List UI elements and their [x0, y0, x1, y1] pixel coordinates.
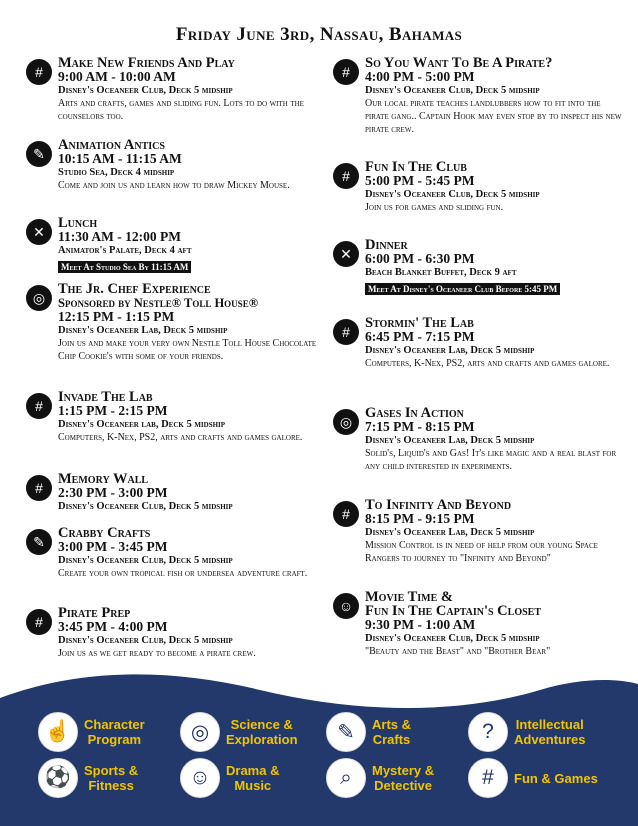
- legend-label-line2: Crafts: [372, 732, 411, 747]
- event-title: Animation Antics: [58, 137, 165, 153]
- event-description: Join us for games and sliding fun.: [365, 202, 504, 213]
- dining-icon: ✕: [26, 219, 52, 245]
- legend-fun-games: [468, 758, 598, 798]
- fun-games-icon: #: [26, 609, 52, 635]
- event-title: Movie Time &: [365, 589, 453, 605]
- event-description: Create your own tropical fish or undersea adventure craft.: [58, 568, 308, 579]
- event-description: Arts and crafts, games and sliding fun. Lots to do with the counselors too.: [58, 98, 304, 122]
- event-location: Disney's Oceaneer Lab, Deck 5 midship: [58, 325, 228, 336]
- legend-science-exploration: [180, 712, 298, 752]
- legend-label-line1: Arts &: [372, 717, 412, 732]
- science-exploration-icon: ◎: [180, 712, 220, 752]
- event-title: Fun In The Club: [365, 159, 467, 175]
- event-description: Join us as we get ready to become a pirate crew.: [58, 648, 256, 659]
- legend-drama-music: [180, 758, 279, 798]
- legend-label-line1: Character: [84, 717, 145, 732]
- event-location: Beach Blanket Buffet, Deck 9 aft: [365, 267, 517, 278]
- legend-label-line1: Sports &: [84, 763, 139, 778]
- event-time: 6:00 PM - 6:30 PM: [365, 251, 475, 266]
- event-location: Disney's Oceaneer Lab, Deck 5 midship: [365, 435, 535, 446]
- event-title: The Jr. Chef Experience: [58, 281, 211, 297]
- fun-games-icon: #: [333, 501, 359, 527]
- legend-label-line1: Science &: [230, 717, 293, 732]
- event-time: 12:15 PM - 1:15 PM: [58, 309, 175, 324]
- event-sponsor: Sponsored by Nestle® Toll House®: [58, 296, 259, 310]
- event-location: Disney's Oceaneer Club, Deck 5 midship: [58, 501, 233, 512]
- event-time: 4:00 PM - 5:00 PM: [365, 69, 475, 84]
- event-time: 10:15 AM - 11:15 AM: [58, 151, 182, 166]
- event-time: 6:45 PM - 7:15 PM: [365, 329, 475, 344]
- event-location: Disney's Oceaneer Club, Deck 5 midship: [58, 555, 233, 566]
- dining-icon: ✕: [333, 241, 359, 267]
- event-location: Disney's Oceaneer Lab, Deck 5 midship: [365, 345, 535, 356]
- event-location: Disney's Oceaneer Club, Deck 5 midship: [58, 85, 233, 96]
- mystery-detective-icon: ⌕: [326, 758, 366, 798]
- event-description: Come and join us and learn how to draw Mickey Mouse.: [58, 180, 290, 191]
- sports-fitness-icon: ⚽: [38, 758, 78, 798]
- legend-label-line2: Adventures: [514, 732, 586, 747]
- drama-music-icon: ☺: [333, 593, 359, 619]
- science-exploration-icon: ◎: [26, 285, 52, 311]
- legend-arts-crafts: [326, 712, 411, 752]
- event-title: Lunch: [58, 215, 98, 231]
- event-title: Make New Friends And Play: [58, 55, 235, 71]
- event-location: Studio Sea, Deck 4 midship: [58, 167, 175, 178]
- event-time: 3:00 PM - 3:45 PM: [58, 539, 168, 554]
- event-description: "Beauty and the Beast" and "Brother Bear": [365, 646, 551, 657]
- legend-sports-fitness: [38, 758, 138, 798]
- event-location: Disney's Oceaneer Club, Deck 5 midship: [58, 635, 233, 646]
- event-time: 1:15 PM - 2:15 PM: [58, 403, 168, 418]
- drama-music-icon: ☺: [180, 758, 220, 798]
- fun-games-icon: #: [333, 163, 359, 189]
- event-title: Dinner: [365, 237, 408, 253]
- event-meeting-note: Meet At Studio Sea By 11:15 AM: [58, 261, 191, 273]
- event-location: Disney's Oceaneer Club, Deck 5 midship: [365, 189, 540, 200]
- event-time: 7:15 PM - 8:15 PM: [365, 419, 475, 434]
- event-title: So You Want To Be A Pirate?: [365, 55, 553, 71]
- event-title: Invade The Lab: [58, 389, 153, 405]
- event-location: Disney's Oceaneer lab, Deck 5 midship: [58, 419, 226, 430]
- event-time: 5:00 PM - 5:45 PM: [365, 173, 475, 188]
- legend-label-line1: Fun & Games: [514, 770, 598, 786]
- fun-games-icon: #: [333, 319, 359, 345]
- fun-games-icon: #: [333, 59, 359, 85]
- character-program-icon: ☝: [38, 712, 78, 752]
- arts-crafts-icon: ✎: [26, 529, 52, 555]
- fun-games-icon: #: [26, 59, 52, 85]
- event-description: Solid's, Liquid's and Gas! It's like magic and a real blast for any child interested in experiments.: [365, 448, 617, 472]
- page-title: Friday June 3rd, Nassau, Bahamas: [175, 24, 463, 45]
- event-time: 9:30 PM - 1:00 AM: [365, 617, 476, 632]
- event-location: Disney's Oceaneer Club, Deck 5 midship: [365, 633, 540, 644]
- event-description: Mission Control is in need of help from our young Space Rangers to journey to "Infinity and Beyond": [365, 540, 598, 564]
- event-time: 2:30 PM - 3:00 PM: [58, 485, 168, 500]
- event-description: Join us and make your very own Nestle Toll House Chocolate Chip Cookie's with some of your friends.: [58, 338, 317, 362]
- fun-games-icon: #: [468, 758, 508, 798]
- legend-label-line2: Music: [234, 778, 272, 793]
- event-time: 11:30 AM - 12:00 PM: [58, 229, 181, 244]
- event-location: Disney's Oceaneer Club, Deck 5 midship: [365, 85, 540, 96]
- legend-character-program: [38, 712, 145, 752]
- fun-games-icon: #: [26, 393, 52, 419]
- event-title: Gases In Action: [365, 405, 464, 421]
- event-title-line2: Fun In The Captain's Closet: [365, 603, 541, 619]
- event-title: Crabby Crafts: [58, 525, 151, 541]
- event-title: Pirate Prep: [58, 605, 131, 621]
- science-exploration-icon: ◎: [333, 409, 359, 435]
- event-time: 3:45 PM - 4:00 PM: [58, 619, 168, 634]
- arts-crafts-icon: ✎: [326, 712, 366, 752]
- legend-label-line2: Exploration: [226, 732, 298, 747]
- legend-mystery-detective: [326, 758, 434, 798]
- event-title: Stormin' The Lab: [365, 315, 474, 331]
- legend-label-line2: Program: [87, 732, 142, 747]
- legend-label-line2: Detective: [374, 778, 432, 793]
- intellectual-adventures-icon: ?: [468, 712, 508, 752]
- event-time: 8:15 PM - 9:15 PM: [365, 511, 475, 526]
- event-title: Memory Wall: [58, 471, 149, 487]
- event-description: Our local pirate teaches landlubbers how to fit into the pirate gang.. Captain Hook may even stop by to inspect his new pirate crew.: [365, 98, 622, 135]
- event-description: Computers, K-Nex, PS2, arts and crafts and games galore.: [365, 358, 610, 369]
- legend-intellectual-adventures: [468, 712, 586, 752]
- event-time: 9:00 AM - 10:00 AM: [58, 69, 176, 84]
- arts-crafts-icon: ✎: [26, 141, 52, 167]
- legend-label-line1: Intellectual: [515, 717, 584, 732]
- event-title: To Infinity And Beyond: [365, 497, 512, 513]
- event-location: Animator's Palate, Deck 4 aft: [58, 245, 192, 256]
- legend-label-line2: Fitness: [88, 778, 134, 793]
- event-meeting-note: Meet At Disney's Oceaneer Club Before 5:45 PM: [365, 283, 560, 295]
- fun-games-icon: #: [26, 475, 52, 501]
- legend-label-line1: Drama &: [226, 763, 280, 778]
- event-location: Disney's Oceaneer Lab, Deck 5 midship: [365, 527, 535, 538]
- event-description: Computers, K-Nex, PS2, arts and crafts and games galore.: [58, 432, 303, 443]
- legend-label-line1: Mystery &: [372, 763, 435, 778]
